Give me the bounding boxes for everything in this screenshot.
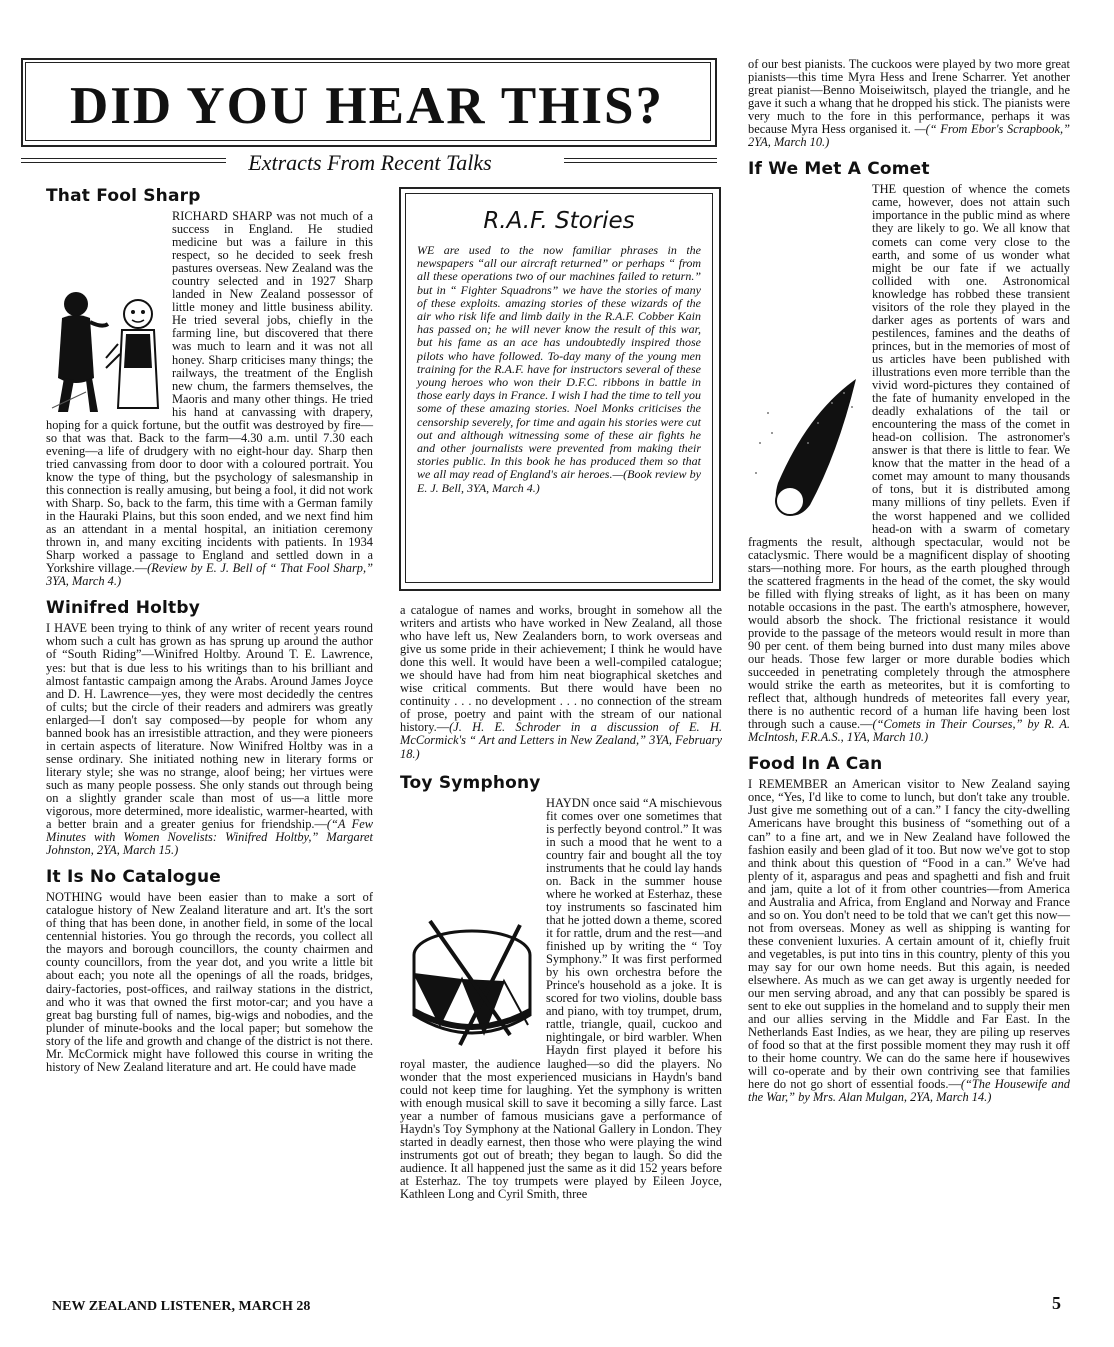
article-heading-holtby: Winifred Holtby	[46, 598, 201, 619]
article-body-catalogue: NOTHING would have been easier than to make a sort of catalogue history of New Zealand literature and art. It's the sort of thing that has been done, in another field, in some of the local centennial histories. You go through the records, you collect all the mayors and borough councillors, the county chairmen and county councillors, from the year dot, and you write a little bit about each; you note all the openings of all the roads, bridges, dairy-factories, post-offices, and railway stations in the district, and who it was that owned the first motor-car; and you have a great bag bursting full of names, big-wigs and nobodies, and the plunder of minute-books and the local paper; but somehow the story of the life and growth and change of the district is not there. Mr. McCormick might have followed this course in writing the history of New Zealand literature and art. He could have made	[46, 890, 373, 1074]
comet-illustration-icon	[748, 373, 866, 523]
article-heading-catalogue: It Is No Catalogue	[46, 867, 222, 888]
page-title: DID YOU HEAR THIS?	[69, 77, 665, 135]
article-heading-food: Food In A Can	[748, 754, 883, 775]
subtitle-rule-right	[564, 158, 717, 163]
article-credit-holtby: (“A Few Minutes with Women Novelists: Winifred Holtby,” Margaret Johnston, 2YA, March 15.)	[46, 817, 373, 858]
article-body-holtby	[46, 622, 373, 857]
article-credit-food: (“The Housewife and the War,” by Mrs. Alan Mulgan, 2YA, March 14.)	[748, 1077, 1070, 1105]
article-body-raf: WE are used to the now familiar phrases in the newspapers “all our aircraft returned” or perhaps “ from all these operations two of our machines failed to return.” but in “ Fighter Squadrons” we have the stories of many of these exploits. amazing stories of these wizards of the air who risk life and limb daily in the R.A.F. Cobber Kain has passed on; he will never know the result of this war, but his fame as an ace has undoubtedly inspired those pilots who have followed. To-day many of the young men training for the R.A.F. have for instructors several of these young heroes who won their D.F.C. ribbons in battle in those early days in France. I wish I had the time to tell you some of these amazing stories. Noel Monks criticises the censorship severely, for time and again his stories were cut out and although witnessing some of these air fights he and other journalists were prevented from making their stories public. In this book he has produced them so that we all may read of England's air heroes.—(Book review by E. J. Bell, 3YA, March 4.)	[417, 243, 701, 495]
article-text-food: I REMEMBER an American visitor to New Zealand saying once, “Yes, I'd like to come to lunch, but don't take any trouble. Just give me something out of a can.” I fancy the city-dwelling Americans have brought this business of “something out of a can” to a fine art, and we in New Zealand have followed the fashion easily and been glad of it too. But now we've got to stop and think about this question of “Food in a can.” We've had plenty of it, asparagus and peas and spaghetti and fish and fruit and jam, quite a lot of it from other countries—from America and Australia and Africa, from England and Norway and France and so on. You don't need to be told that we can't get this now—not from overseas. Money as well as shipping is wanting for these convenient luxuries. A certain amount of it, chiefly fruit and vegetables, is put into tins in this country, plenty of this you may say for our own home needs. But this again, is needed elsewhere. As much as we can get away is urgently needed for our men serving abroad, and any that can possibly be spared is sent to eke out supplies in the homeland and to supply their men and our allies serving in the Middle and Far East. In the Netherlands East Indies, as we hear, they are piling up reserves of food so that at the first possible moment they may rush it off to their home country. We can do the same here if housewives will co-operate and by their own contriving see that families here do not go short of essential foods.—	[748, 777, 1070, 1092]
article-text-toy-continued: of our best pianists. The cuckoos were played by two more great pianists—this time Myra Hess and Irene Scharrer. Yet another great pianist—Benno Moiseiwitsch, played the triangle, and he gave it such a whang that he dropped his stick. The pianists were very much to the fore in this performance, perhaps it was because Myra Hess organised it.	[748, 57, 1070, 137]
raf-stories-box	[399, 187, 721, 591]
column-right	[748, 58, 1070, 1105]
article-body-catalogue-continued	[400, 604, 722, 761]
article-heading-fool-sharp: That Fool Sharp	[46, 186, 201, 206]
article-text-holtby: I HAVE been trying to think of any writer of recent years round whom such a cult has grown as has sprung up around the author of “South Riding”—Winifred Holtby. Around T. E. Lawrence, yes: but that is due less to his writings than to his brilliant and almost fantastic campaign among the Arabs. Around James Joyce and D. H. Lawrence—yes, they were most decidedly the centres of cults; but the circle of their readers and admirers was greatly enlarged—I don't say composed—by people for whom any banned book has an irresistible attraction, and they were pioneers in certain aspects of literature. Now Winifred Holtby was in a sense ordinary. She initiated nothing new in literary forms or literary style; she was no strange, aloof being; her virtues were such as many people possess. She only stands out through being on a slightly grander scale than most of us—a little more vigorous, more determined, more idealistic, warmer-hearted, with a better brain and a greater genius for friendship.—	[46, 621, 373, 832]
article-heading-comet: If We Met A Comet	[748, 159, 930, 180]
article-body-food	[748, 778, 1070, 1104]
article-text-comet: THE question of whence the comets came, however, does not attain such importance in the public mind as where they are likely to go. We all know that comets can come very close to the earth, and some of us wonder what might be our fate if we actually collided with one. Astronomical knowledge has robbed these transient visitors of the role they played in the darker ages as portents of wars and pestilences, famines and the deaths of princes, but in the memories of most of us articles have been published with illustrations even more terrible than the vivid word-pictures they contained of the fate of humanity enveloped in the deadly exhalations of the tail or encountering the mass of the comet in head-on collision. The astronomer's answer is that there is little to fear. We know that the matter in the head of a comet may amount to many thousands of tons, but it is distributed among many millions of tiny pellets. Even if the worst happened and we collided head-on with a swarm of cometary fragments the result, although spectacular, would not be cataclysmic. There would be a magnificent display of shooting stars—nothing more. For hours, as the earth ploughed through the scattered fragments in the head of the comet, the sky would be filled with flying streaks of light, as it has been on many notable occasions in the past. The earth's atmosphere, however, would absorb the shock. The frictional resistance it would provide to the passage of the meteors would result in more than 90 per cent. of them being burned into dust many miles above our heads. Those few larger or more durable bodies which succeeded in penetrating completely through the atmosphere would strike the earth as meteorites, but it is comforting to reflect that, although hundreds of meteorites fall every year, there is no authentic record of a human life having been lost through such a cause.—	[748, 182, 1070, 732]
article-body-toy-continued	[748, 58, 1070, 149]
publication-footer: NEW ZEALAND LISTENER, MARCH 28	[52, 1299, 311, 1314]
article-credit-comet: (“Comets in Their Courses,” by R. A. McIntosh, F.R.A.S., 1YA, March 10.)	[748, 717, 1070, 745]
column-middle	[400, 604, 722, 1201]
article-heading-raf: R.A.F. Stories	[483, 208, 635, 234]
page-number: 5	[1052, 1293, 1061, 1313]
article-credit-fool-sharp: (Review by E. J. Bell of “ That Fool Sharp,” 3YA, March 4.)	[46, 561, 373, 589]
article-credit-toy: —(“ From Ebor's Scrapbook,” 2YA, March 10.)	[748, 122, 1070, 150]
article-heading-toy: Toy Symphony	[400, 772, 541, 793]
article-text-catalogue-continued: a catalogue of names and works, brought in somehow all the writers and artists who have worked in New Zealand, all those who have left us, New Zealanders born, to work overseas and give us some pride in their achievement; I think he would have done this well. It would have been a well-compiled catalogue; we should have had from him neat biographical sketches and wise critical comments. But there would have been no continuity . . . no development . . . no connection of the stream of prose, poetry and paint with the stream of our national history.—	[400, 603, 722, 735]
column-left	[46, 186, 373, 1074]
article-credit-catalogue: (J. H. E. Schroder in a discussion of E. H. McCormick's “ Art and Letters in New Zealand,” 3YA, February 18.)	[400, 720, 722, 761]
man-and-woman-illustration-icon	[46, 288, 166, 416]
page-subtitle: Extracts From Recent Talks	[248, 150, 492, 175]
toy-drum-illustration-icon	[400, 915, 540, 1053]
raf-stories-inner-frame	[405, 193, 713, 583]
article-text-fool-sharp: RICHARD SHARP was not much of a success in England. He studied medicine but was a failure in this respect, so he decided to seek fresh pastures overseas. New Zealand was the country selected and in 1927 Sharp landed in New Zealand possessor of little money and little business ability. He tried several jobs, chiefly in the farming line, but discovered that there was much to learn and it was not all honey. Sharp criticises many things; the railways, the treatment of the English new chum, the farmers themselves, the Maoris and many other things. He tried his hand at canvassing with drapery, hoping for a quick fortune, but the outfit was destroyed by fire—so that was that. Back to the farm—4.30 a.m. until 7.30 each evening—a life of drudgery with no eight-hour day. Sharp then tried canvassing from door to door with a coloured portrait. You know the type of thing, but the psychology of salesmanship in this connection is really amusing, but being a fool, it did not work with Sharp. So, back to the farm, this time with a German family in the Hauraki Plains, but this soon ended, and we next find him as an attendant in a mental hospital, an initiation ceremony thrown in, and many exciting incidents with patients. In 1934 Sharp worked a passage to England and settled down in a Yorkshire village.—	[46, 209, 373, 576]
article-body-toy: HAYDN once said “A mischievous fit comes over one sometimes that is perfectly beyond control.” It was in such a mood that he went to a country fair and bought all the toy instruments that he could lay hands on. Back in the summer house where he worked at Esterhaz, these toy instruments so fascinated him that he jotted down a theme, scored it for rattle, drum and the rest—and finished up by writing the “ Toy Symphony.” It was first performed by his own orchestra before the Prince's household as a joke. It is scored for two violins, double bass and piano, with toy trumpet, drum, rattle, triangle, quail, cuckoo and nightingale, or bird warbler. When Haydn first played it before his royal master, the audience laughed—so did the players. No wonder that the most experienced musicians in Haydn's band could not keep time for laughing. Yet the symphony is written with enough musical skill to save it becoming a silly farce. Last year a number of famous musicians gave a performance of Haydn's Toy Symphony at the National Gallery in London. They started in deadly earnest, then those who were playing the wind instruments got out of breath; they began to laugh. So did the audience. It all happened just the same as it did 152 years before at Esterhaz. The toy trumpets were played by Eileen Joyce, Kathleen Long and Cyril Smith, three	[400, 795, 722, 1201]
masthead	[21, 58, 719, 181]
